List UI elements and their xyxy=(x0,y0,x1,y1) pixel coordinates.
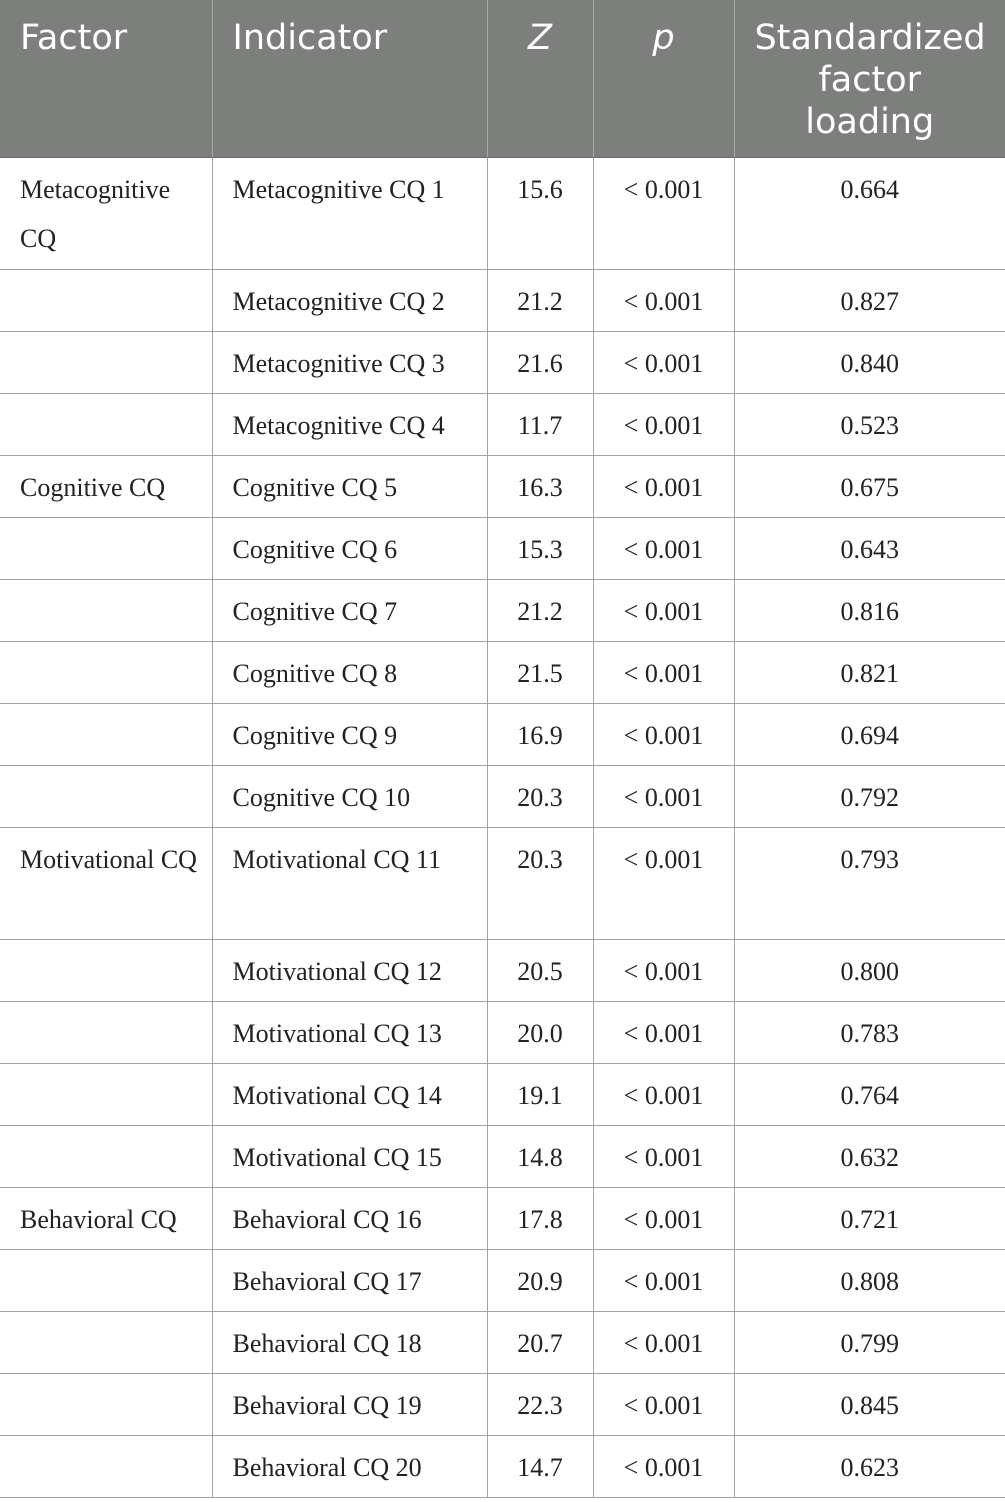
cell-indicator: Metacognitive CQ 3 xyxy=(212,331,487,393)
cell-indicator: Cognitive CQ 10 xyxy=(212,765,487,827)
table-row xyxy=(0,1311,1005,1373)
cell-p: < 0.001 xyxy=(593,1249,734,1311)
cell-standardized-factor-loading: 0.840 xyxy=(734,331,1005,393)
table-row xyxy=(0,939,1005,1001)
header-p: p xyxy=(593,0,734,157)
cell-factor xyxy=(0,765,212,827)
table-row xyxy=(0,517,1005,579)
cell-p: < 0.001 xyxy=(593,393,734,455)
table-row xyxy=(0,455,1005,517)
cell-p: < 0.001 xyxy=(593,641,734,703)
cell-standardized-factor-loading: 0.632 xyxy=(734,1125,1005,1187)
cell-z: 20.0 xyxy=(487,1001,593,1063)
cell-p: < 0.001 xyxy=(593,765,734,827)
table-row xyxy=(0,641,1005,703)
cell-z: 20.5 xyxy=(487,939,593,1001)
table-row xyxy=(0,1435,1005,1497)
cell-indicator: Motivational CQ 12 xyxy=(212,939,487,1001)
table-row xyxy=(0,1125,1005,1187)
cell-standardized-factor-loading: 0.764 xyxy=(734,1063,1005,1125)
cell-factor xyxy=(0,331,212,393)
table-body xyxy=(0,157,1005,1497)
cell-p: < 0.001 xyxy=(593,579,734,641)
cell-indicator: Metacognitive CQ 2 xyxy=(212,269,487,331)
cell-p: < 0.001 xyxy=(593,1311,734,1373)
cell-factor xyxy=(0,1249,212,1311)
cell-p: < 0.001 xyxy=(593,455,734,517)
cell-standardized-factor-loading: 0.799 xyxy=(734,1311,1005,1373)
header-standardized-factor-loading: Standardized factor loading xyxy=(734,0,1005,157)
cell-standardized-factor-loading: 0.783 xyxy=(734,1001,1005,1063)
cell-indicator: Motivational CQ 15 xyxy=(212,1125,487,1187)
cell-factor xyxy=(0,579,212,641)
cell-z: 11.7 xyxy=(487,393,593,455)
cell-factor xyxy=(0,703,212,765)
header-factor: Factor xyxy=(0,0,212,157)
cell-z: 19.1 xyxy=(487,1063,593,1125)
cell-z: 17.8 xyxy=(487,1187,593,1249)
cell-standardized-factor-loading: 0.792 xyxy=(734,765,1005,827)
cell-z: 21.2 xyxy=(487,579,593,641)
cell-z: 21.5 xyxy=(487,641,593,703)
cell-indicator: Motivational CQ 14 xyxy=(212,1063,487,1125)
cell-indicator: Motivational CQ 11 xyxy=(212,827,487,939)
table-row xyxy=(0,1063,1005,1125)
cell-z: 20.9 xyxy=(487,1249,593,1311)
cell-z: 21.2 xyxy=(487,269,593,331)
cell-z: 20.3 xyxy=(487,827,593,939)
cell-z: 14.7 xyxy=(487,1435,593,1497)
cell-p: < 0.001 xyxy=(593,1001,734,1063)
cell-z: 14.8 xyxy=(487,1125,593,1187)
cell-p: < 0.001 xyxy=(593,827,734,939)
table-row xyxy=(0,579,1005,641)
cell-standardized-factor-loading: 0.816 xyxy=(734,579,1005,641)
cell-p: < 0.001 xyxy=(593,703,734,765)
cell-factor xyxy=(0,641,212,703)
table-row xyxy=(0,1373,1005,1435)
cell-p: < 0.001 xyxy=(593,1373,734,1435)
table-row xyxy=(0,157,1005,269)
cell-indicator: Behavioral CQ 20 xyxy=(212,1435,487,1497)
cell-indicator: Behavioral CQ 17 xyxy=(212,1249,487,1311)
table-row xyxy=(0,1187,1005,1249)
cell-indicator: Cognitive CQ 8 xyxy=(212,641,487,703)
cell-indicator: Metacognitive CQ 4 xyxy=(212,393,487,455)
cell-factor: Cognitive CQ xyxy=(0,455,212,517)
cell-standardized-factor-loading: 0.694 xyxy=(734,703,1005,765)
cell-p: < 0.001 xyxy=(593,1125,734,1187)
table-row xyxy=(0,269,1005,331)
table-row xyxy=(0,827,1005,939)
cell-factor xyxy=(0,393,212,455)
table-header xyxy=(0,0,1005,157)
cell-z: 20.7 xyxy=(487,1311,593,1373)
cell-indicator: Cognitive CQ 7 xyxy=(212,579,487,641)
cell-z: 15.6 xyxy=(487,157,593,269)
cell-standardized-factor-loading: 0.845 xyxy=(734,1373,1005,1435)
cell-factor: Behavioral CQ xyxy=(0,1187,212,1249)
cell-factor xyxy=(0,517,212,579)
cell-p: < 0.001 xyxy=(593,939,734,1001)
cell-indicator: Cognitive CQ 5 xyxy=(212,455,487,517)
cell-indicator: Cognitive CQ 6 xyxy=(212,517,487,579)
cell-standardized-factor-loading: 0.643 xyxy=(734,517,1005,579)
cell-factor xyxy=(0,269,212,331)
table-row xyxy=(0,331,1005,393)
cell-standardized-factor-loading: 0.821 xyxy=(734,641,1005,703)
cell-indicator: Behavioral CQ 16 xyxy=(212,1187,487,1249)
cell-standardized-factor-loading: 0.808 xyxy=(734,1249,1005,1311)
cell-factor xyxy=(0,939,212,1001)
table-row xyxy=(0,393,1005,455)
cell-p: < 0.001 xyxy=(593,269,734,331)
cell-standardized-factor-loading: 0.675 xyxy=(734,455,1005,517)
cell-z: 21.6 xyxy=(487,331,593,393)
cell-z: 16.9 xyxy=(487,703,593,765)
cell-p: < 0.001 xyxy=(593,1187,734,1249)
cell-standardized-factor-loading: 0.827 xyxy=(734,269,1005,331)
cell-standardized-factor-loading: 0.721 xyxy=(734,1187,1005,1249)
table-row xyxy=(0,703,1005,765)
cell-factor: Motivational CQ xyxy=(0,827,212,939)
cell-z: 22.3 xyxy=(487,1373,593,1435)
cell-z: 16.3 xyxy=(487,455,593,517)
cell-z: 15.3 xyxy=(487,517,593,579)
cell-standardized-factor-loading: 0.664 xyxy=(734,157,1005,269)
cell-p: < 0.001 xyxy=(593,157,734,269)
cell-p: < 0.001 xyxy=(593,331,734,393)
cell-factor xyxy=(0,1311,212,1373)
cell-standardized-factor-loading: 0.623 xyxy=(734,1435,1005,1497)
cell-standardized-factor-loading: 0.800 xyxy=(734,939,1005,1001)
cell-indicator: Metacognitive CQ 1 xyxy=(212,157,487,269)
cell-factor xyxy=(0,1125,212,1187)
cell-factor xyxy=(0,1373,212,1435)
cell-standardized-factor-loading: 0.523 xyxy=(734,393,1005,455)
cell-p: < 0.001 xyxy=(593,1063,734,1125)
cell-z: 20.3 xyxy=(487,765,593,827)
cell-indicator: Motivational CQ 13 xyxy=(212,1001,487,1063)
header-z: Z xyxy=(487,0,593,157)
cell-indicator: Cognitive CQ 9 xyxy=(212,703,487,765)
cell-factor xyxy=(0,1063,212,1125)
cell-p: < 0.001 xyxy=(593,517,734,579)
cell-factor xyxy=(0,1435,212,1497)
table-row xyxy=(0,765,1005,827)
cell-standardized-factor-loading: 0.793 xyxy=(734,827,1005,939)
cell-p: < 0.001 xyxy=(593,1435,734,1497)
cell-factor xyxy=(0,1001,212,1063)
cell-indicator: Behavioral CQ 18 xyxy=(212,1311,487,1373)
cell-indicator: Behavioral CQ 19 xyxy=(212,1373,487,1435)
header-indicator: Indicator xyxy=(212,0,487,157)
table-row xyxy=(0,1249,1005,1311)
header-row xyxy=(0,0,1005,157)
table-row xyxy=(0,1001,1005,1063)
cell-factor: Metacognitive CQ xyxy=(0,157,212,269)
